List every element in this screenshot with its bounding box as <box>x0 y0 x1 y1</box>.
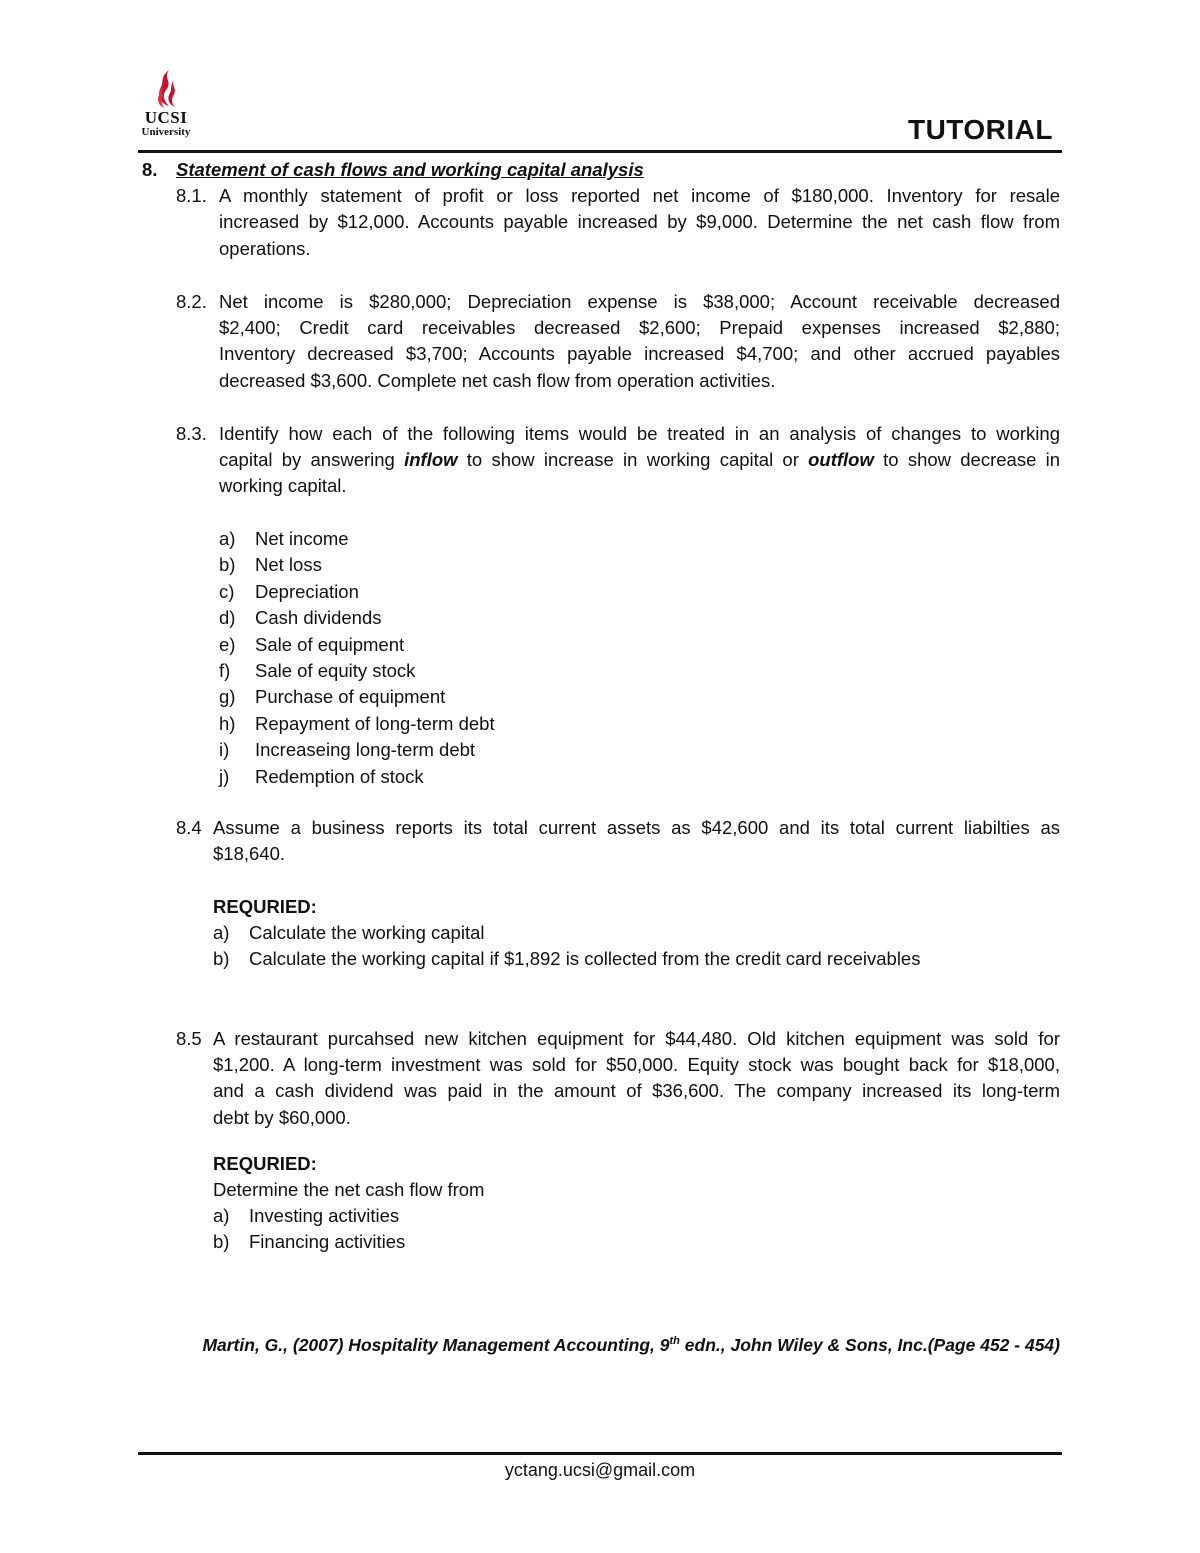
flame-icon <box>133 68 199 110</box>
list-item-label: b) <box>213 1231 230 1253</box>
list-item-label: i) <box>219 739 230 761</box>
list-item-label: g) <box>219 686 236 708</box>
question-8-2-line-1: Net income is $280,000; Depreciation expense is $38,000; Account receivable decreased <box>219 291 1060 312</box>
question-8-3-line-1: Identify how each of the following items would be treated in an analysis of changes to working <box>219 423 1060 444</box>
list-item <box>213 1229 405 1255</box>
question-8-5-line-4: debt by $60,000. <box>213 1107 351 1128</box>
reference-superscript: th <box>669 1335 680 1348</box>
list-item <box>219 579 495 605</box>
header-divider <box>138 150 1062 153</box>
footer-divider <box>138 1452 1062 1455</box>
list-item-text: Net loss <box>255 554 322 576</box>
list-item-text: Depreciation <box>255 580 359 602</box>
list-item-label: a) <box>213 922 230 943</box>
list-item-text: Purchase of equipment <box>255 686 446 708</box>
question-8-5-line-3: and a cash dividend was paid in the amount of $36,600. The company increased its long-term <box>213 1080 1060 1101</box>
list-item-label: e) <box>219 633 236 655</box>
list-item-text: Sale of equity stock <box>255 660 416 682</box>
question-8-3-line-3: working capital. <box>219 475 347 496</box>
question-8-3-line-2-b: to show increase in working capital or <box>457 449 809 470</box>
question-8-5-required-heading: REQURIED: <box>213 1153 317 1174</box>
list-item <box>213 946 920 972</box>
list-item <box>219 764 495 790</box>
question-8-2-number: 8.2. <box>176 291 207 312</box>
list-item <box>213 920 920 946</box>
list-item-text: Increaseing long-term debt <box>255 739 476 761</box>
question-8-1-line-2: increased by $12,000. Accounts payable increased by $9,000. Determine the net cash flow from <box>219 211 1060 232</box>
list-item <box>219 526 495 552</box>
inflow-term: inflow <box>404 449 458 470</box>
list-item-label: a) <box>219 528 236 549</box>
question-8-1-line-3: operations. <box>219 238 311 259</box>
question-8-4-number: 8.4 <box>176 817 202 838</box>
list-item <box>213 1203 405 1229</box>
question-8-5-item-list <box>213 1203 405 1256</box>
question-8-5-line-1: A restaurant purcahsed new kitchen equipment for $44,480. Old kitchen equipment was sold for <box>213 1028 1060 1049</box>
list-item-label: j) <box>219 765 230 787</box>
page-label: TUTORIAL <box>907 114 1053 145</box>
question-8-2-line-2: $2,400; Credit card receivables decreased $2,600; Prepaid expenses increased $2,880; <box>219 317 1060 338</box>
list-item-text: Investing activities <box>249 1205 400 1226</box>
question-8-2-line-3: Inventory decreased $3,700; Accounts payable increased $4,700; and other accrued payables <box>219 343 1060 364</box>
list-item-text: Calculate the working capital if $1,892 is collected from the credit card receivables <box>249 948 921 970</box>
list-item <box>219 605 495 631</box>
list-item-text: Cash dividends <box>255 607 382 629</box>
list-item <box>219 684 495 710</box>
question-8-4-required-heading: REQURIED: <box>213 896 317 917</box>
list-item-label: f) <box>219 660 231 682</box>
footer-email: yctang.ucsi@gmail.com <box>504 1460 696 1480</box>
question-8-5-line-2: $1,200. A long-term investment was sold for $50,000. Equity stock was bought back for $18,000, <box>213 1054 1060 1075</box>
question-8-4-line-1: Assume a business reports its total current assets as $42,600 and its total current liabilties as <box>213 817 1060 838</box>
list-item-label: b) <box>213 948 230 970</box>
section-title: Statement of cash flows and working capital analysis <box>176 159 644 180</box>
list-item <box>219 658 495 684</box>
list-item-label: d) <box>219 607 236 629</box>
list-item <box>219 711 495 737</box>
list-item-label: h) <box>219 712 236 734</box>
question-8-1-line-1: A monthly statement of profit or loss reported net income of $180,000. Inventory for resale <box>219 185 1060 206</box>
list-item <box>219 737 495 763</box>
list-item <box>219 632 495 658</box>
list-item-text: Redemption of stock <box>255 765 424 787</box>
university-logo <box>133 68 199 144</box>
question-8-4-item-list <box>213 920 920 973</box>
question-8-3-line-2 <box>219 447 1060 473</box>
logo-name: UCSI <box>144 108 188 127</box>
question-8-3-number: 8.3. <box>176 423 207 444</box>
list-item-text: Sale of equipment <box>255 633 405 655</box>
question-8-1-number: 8.1. <box>176 185 207 206</box>
list-item-label: b) <box>219 554 236 576</box>
question-8-5-intro: Determine the net cash flow from <box>213 1179 485 1200</box>
reference-main: Martin, G., (2007) Hospitality Management Accounting, 9 <box>202 1335 670 1355</box>
list-item <box>219 552 495 578</box>
question-8-3-line-2-a: capital by answering <box>219 449 405 470</box>
outflow-term: outflow <box>808 449 874 470</box>
list-item-text: Calculate the working capital <box>249 922 485 943</box>
list-item-text: Financing activities <box>249 1231 406 1253</box>
list-item-label: a) <box>213 1205 230 1226</box>
section-number: 8. <box>142 159 158 180</box>
question-8-2-line-4: decreased $3,600. Complete net cash flow from operation activities. <box>219 370 776 391</box>
list-item-text: Net income <box>255 528 349 549</box>
reference-rest: edn., John Wiley & Sons, Inc.(Page 452 - 454) <box>679 1335 1060 1355</box>
question-8-5-number: 8.5 <box>176 1028 202 1049</box>
list-item-text: Repayment of long-term debt <box>255 712 495 734</box>
logo-subtitle: University <box>141 126 191 138</box>
question-8-4-line-2: $18,640. <box>213 843 286 864</box>
section-heading <box>142 157 644 183</box>
question-8-3-item-list <box>219 526 495 790</box>
reference-citation <box>202 1335 1060 1356</box>
list-item-label: c) <box>219 580 235 602</box>
question-8-3-line-2-c: to show decrease in <box>873 449 1060 470</box>
